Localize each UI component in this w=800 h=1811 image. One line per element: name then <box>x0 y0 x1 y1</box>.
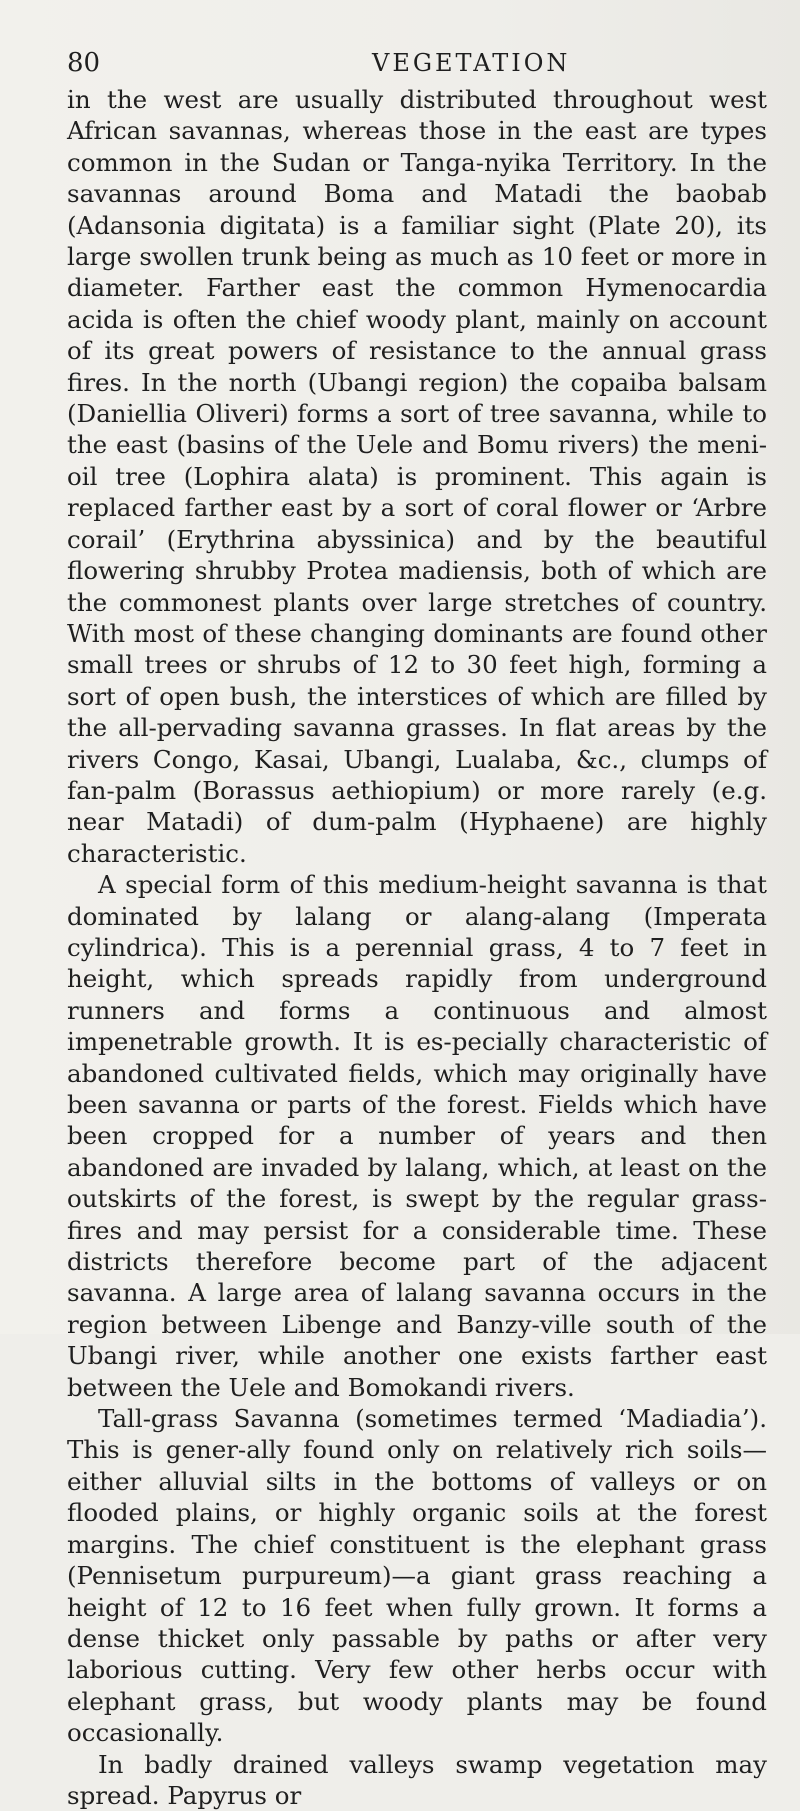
paragraph-4: In badly drained valleys swamp vegetation may spread. Papyrus or <box>67 1749 767 1810</box>
paragraph-1: in the west are usually distributed throughout west African savannas, whereas those in the east are types common in the Sudan or Tanga-nyika Territory. In the savannas around Boma and Matadi the baobab (Adansonia digitata) is a familiar sight (Plate 20), its large swollen trunk being as much as 10 feet or more in diameter. Farther east the common Hymenocardia acida is often the chief woody plant, mainly on account of its great powers of resistance to the annual grass fires. In the north (Ubangi region) the copaiba balsam (Daniellia Oliveri) forms a sort of tree savanna, while to the east (basins of the Uele and Bomu rivers) the meni-oil tree (Lophira alata) is prominent. This again is replaced farther east by a sort of coral flower or ‘Arbre corail’ (Erythrina abyssinica) and by the beautiful flowering shrubby Protea madiensis, both of which are the commonest plants over large stretches of country. With most of these changing dominants are found other small trees or shrubs of 12 to 30 feet high, forming a sort of open bush, the interstices of which are filled by the all-pervading savanna grasses. In flat areas by the rivers Congo, Kasai, Ubangi, Lualaba, &c., clumps of fan-palm (Borassus aethiopium) or more rarely (e.g. near Matadi) of dum-palm (Hyphaene) are highly characteristic. <box>67 85 767 868</box>
body-text <box>67 84 767 1811</box>
paragraph-3: Tall-grass Savanna (sometimes termed ‘Madiadia’). This is gener-ally found only on relatively rich soils—either alluvial silts in the bottoms of valleys or on flooded plains, or highly organic soils at the forest margins. The chief constituent is the elephant grass (Pennisetum purpureum)—a giant grass reaching a height of 12 to 16 feet when fully grown. It forms a dense thicket only passable by paths or after very laborious cutting. Very few other herbs occur with elephant grass, but woody plants may be found occasionally. <box>67 1404 767 1748</box>
running-head: VEGETATION <box>372 49 571 77</box>
page-number: 80 <box>67 48 101 78</box>
page-header <box>67 48 764 84</box>
paragraph-2: A special form of this medium-height savanna is that dominated by lalang or alang-alang (Imperata cylindrica). This is a perennial grass, 4 to 7 feet in height, which spreads rapidly from underground runners and forms a continuous and almost impenetrable growth. It is es-pecially characteristic of abandoned cultivated fields, which may originally have been savanna or parts of the forest. Fields which have been cropped for a number of years and then abandoned are invaded by lalang, which, at least on the outskirts of the forest, is swept by the regular grass-fires and may persist for a considerable time. These districts therefore become part of the adjacent savanna. A large area of lalang savanna occurs in the region between Libenge and Banzy-ville south of the Ubangi river, while another one exists farther east between the Uele and Bomokandi rivers. <box>67 870 767 1402</box>
